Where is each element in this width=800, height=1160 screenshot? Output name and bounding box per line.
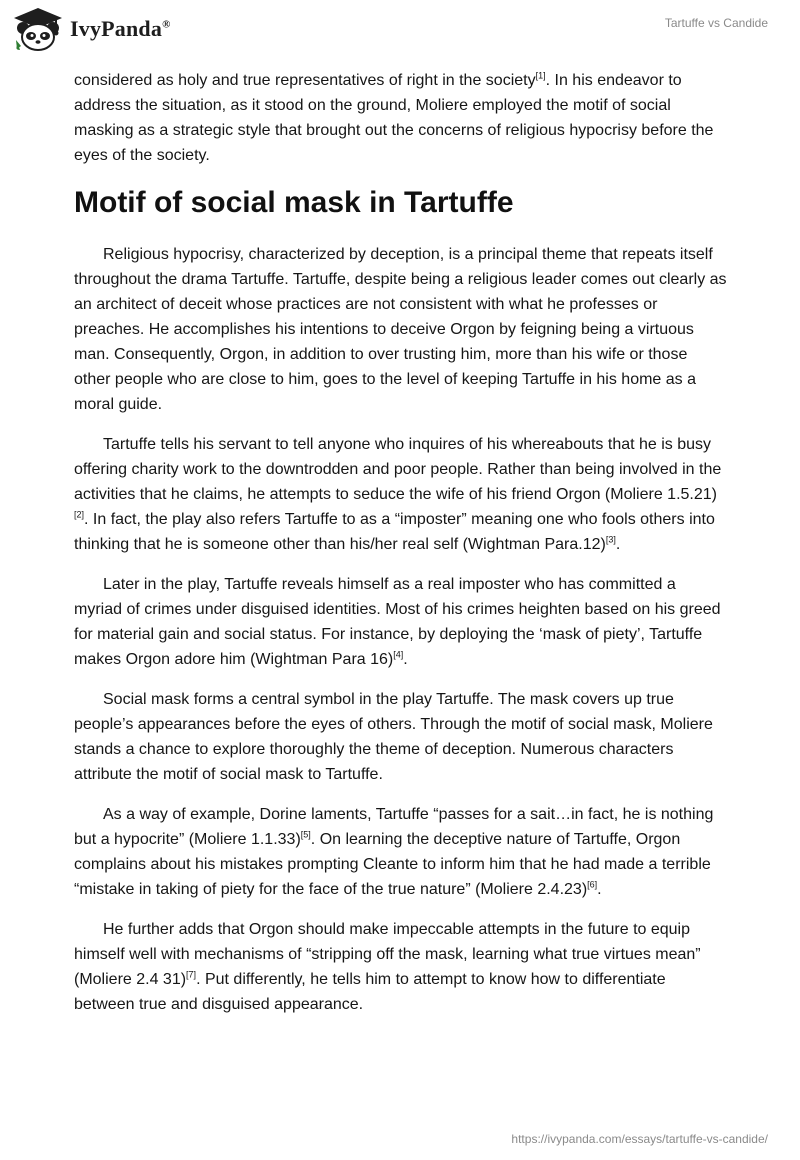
paragraph: Tartuffe tells his servant to tell anyone who inquires of his whereabouts that he is busy offering charity work to the downtrodden and poor people. Rather than being involved in the activities that he claims, he attempts to seduce the wife of his friend Orgon (Moliere 1.5.21)[2]. In fact, the play also refers Tartuffe to as a “imposter” meaning one who fools others into thinking that he is someone other than his/her real self (Wightman Para.12)[3].: [74, 436, 722, 553]
footnote-ref[interactable]: [2]: [74, 509, 85, 520]
paragraph: Later in the play, Tartuffe reveals himself as a real imposter who has committed a myriad of crimes under disguised identities. Most of his crimes heighten based on his greed for material gain and social status. For instance, by deploying the ‘mask of piety’, Tartuffe makes Orgon adore him (Wightman Para 16)[4].: [74, 576, 721, 668]
footnote-ref[interactable]: [4]: [393, 649, 404, 660]
brand-name: IvyPanda®: [70, 16, 171, 41]
document-title: Tartuffe vs Candide: [664, 16, 768, 30]
paragraph: considered as holy and true representatives of right in the society[1]. In his endeavor to address the situation, as it stood on the ground, Moliere employed the motif of social masking as a strategic style that brought out the concerns of religious hypocrisy before the eyes of the society.: [74, 70, 714, 164]
paragraph: As a way of example, Dorine laments, Tartuffe “passes for a sait…in fact, he is nothing but a hypocrite” (Moliere 1.1.33)[5]. On learning the deceptive nature of Tartuffe, Orgon complains about his mistakes prompting Cleante to inform him that he had made a terrible “mistake in taking of piety for the face of the true nature” (Moliere 2.4.23)[6].: [74, 806, 714, 898]
paragraph: He further adds that Orgon should make impeccable attempts in the future to equip himself well with mechanisms of “stripping off the mask, learning what true virtues mean” (Moliere 2.4 31)[7]. Put differently, he tells him to attempt to know how to differentiate between true and disguised appearance.: [74, 921, 701, 1013]
footnote-ref[interactable]: [6]: [587, 879, 598, 890]
section-heading: Motif of social mask in Tartuffe: [74, 186, 514, 219]
footnote-ref[interactable]: [1]: [535, 70, 546, 81]
footer-url[interactable]: https://ivypanda.com/essays/tartuffe-vs-candide/: [511, 1132, 768, 1146]
ivypanda-logo[interactable]: [12, 6, 171, 52]
footnote-ref[interactable]: [3]: [605, 534, 616, 545]
page-header: [0, 0, 800, 60]
paragraph: Social mask forms a central symbol in the play Tartuffe. The mask covers up true people’s appearances before the eyes of others. Through the motif of social mask, Moliere stands a chance to explore thoroughly the theme of deception. Numerous characters attribute the motif of social mask to Tartuffe.: [74, 691, 713, 783]
paragraph: Religious hypocrisy, characterized by deception, is a principal theme that repeats itself throughout the drama Tartuffe. Tartuffe, despite being a religious leader comes out clearly as an architect of deceit whose practices are not consistent with what he professes or preaches. He accomplishes his intentions to deceive Orgon by feigning being a virtuous man. Consequently, Orgon, in addition to over trusting him, more than his wife or those other people who are close to him, goes to the level of keeping Tartuffe in his home as a moral guide.: [74, 246, 727, 413]
footnote-ref[interactable]: [7]: [186, 969, 197, 980]
footnote-ref[interactable]: [5]: [300, 829, 311, 840]
essay-body: [74, 68, 728, 1032]
panda-graduate-icon: [12, 6, 64, 52]
